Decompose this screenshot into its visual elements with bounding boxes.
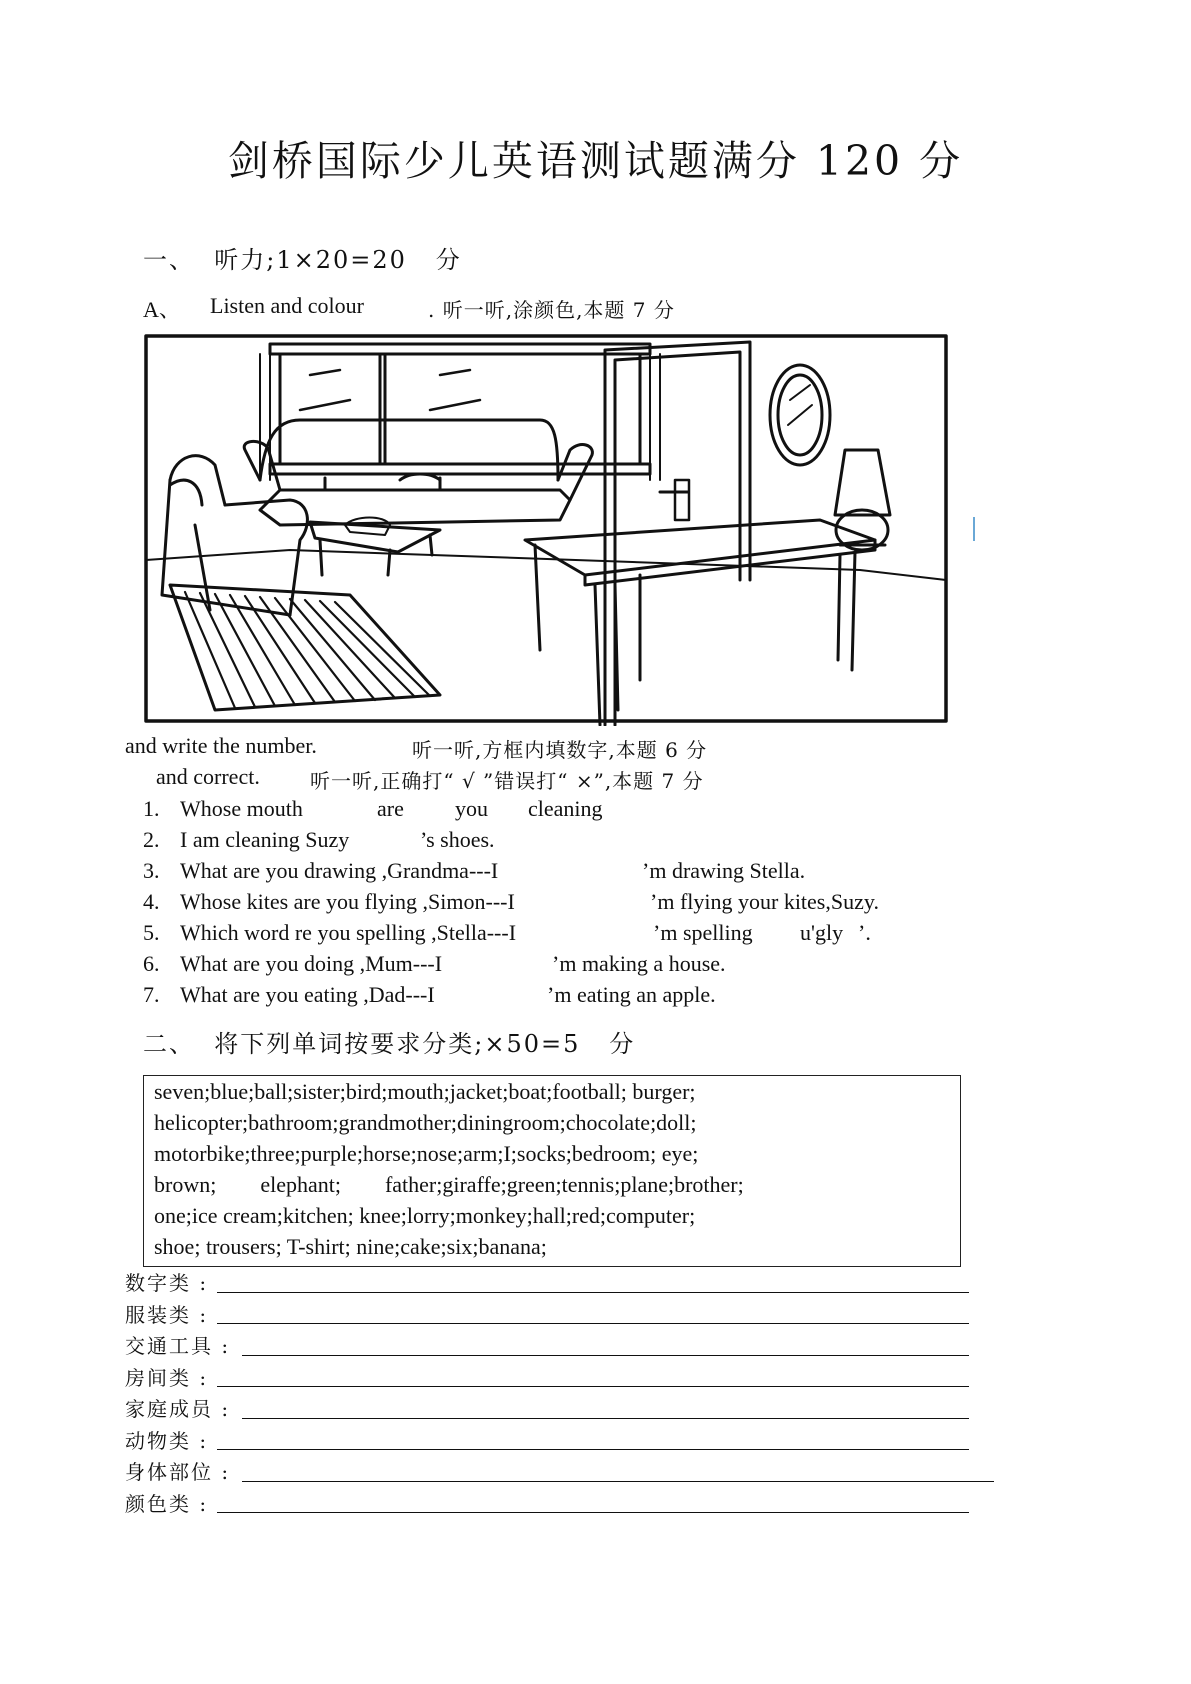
question-text: ’m eating an apple. [547, 982, 716, 1007]
word-line: one;ice cream;kitchen; knee;lorry;monkey;hall;red;computer; [154, 1203, 696, 1228]
question-text: Whose mouth [180, 796, 303, 821]
question-number: 4. [143, 889, 160, 914]
answer-line-colours[interactable] [217, 1512, 969, 1513]
category-label-rooms: 房间类 : [125, 1366, 209, 1390]
partB-english: and write the number. [125, 733, 317, 758]
category-label-colours: 颜色类 : [125, 1492, 209, 1516]
word-line: brown; elephant; father;giraffe;green;tennis;plane;brother; [154, 1172, 744, 1197]
category-label-numbers: 数字类 : [125, 1271, 209, 1295]
question-text: ’s shoes. [420, 827, 495, 852]
partA-english: Listen and colour [210, 293, 364, 318]
partC-english: and correct. [156, 764, 260, 789]
question-text: ’m spelling [653, 920, 753, 945]
question-text: are [377, 796, 404, 821]
category-label-transport: 交通工具 : [125, 1334, 231, 1358]
section2-heading: 二、 将下列单词按要求分类;×50=5 分 [143, 1030, 636, 1058]
answer-line-transport[interactable] [242, 1355, 969, 1356]
word-line: seven;blue;ball;sister;bird;mouth;jacket;boat;football; burger; [154, 1079, 696, 1104]
question-number: 1. [143, 796, 160, 821]
question-number: 5. [143, 920, 160, 945]
section1-heading: 一、 听力;1×20=20 分 [143, 246, 462, 274]
question-text: cleaning [528, 796, 603, 821]
question-text: Which word re you spelling ,Stella---I [180, 920, 517, 945]
partB-chinese: 听一听,方框内填数字,本题 6 分 [412, 738, 708, 762]
word-box [143, 1075, 961, 1267]
question-number: 3. [143, 858, 160, 883]
answer-line-body[interactable] [242, 1481, 994, 1482]
partA-label: A、 [143, 297, 181, 322]
question-text: ’m making a house. [552, 951, 726, 976]
category-label-family: 家庭成员 : [125, 1397, 231, 1421]
question-text: I am cleaning Suzy [180, 827, 350, 852]
page-title: 剑桥国际少儿英语测试题满分 120 分 [227, 137, 964, 185]
category-label-clothes: 服装类 : [125, 1303, 209, 1327]
word-line: helicopter;bathroom;grandmother;diningroom;chocolate;doll; [154, 1110, 697, 1135]
word-line: motorbike;three;purple;horse;nose;arm;I;socks;bedroom; eye; [154, 1141, 699, 1166]
question-number: 2. [143, 827, 160, 852]
living-room-illustration [140, 330, 952, 726]
question-text: ’. [858, 920, 871, 945]
question-number: 6. [143, 951, 160, 976]
answer-line-numbers[interactable] [217, 1292, 969, 1293]
question-text: ’m flying your kites,Suzy. [650, 889, 879, 914]
question-text: u'gly [800, 920, 844, 945]
partA-chinese: . 听一听,涂颜色,本题 7 分 [428, 298, 675, 322]
question-text: What are you drawing ,Grandma---I [180, 858, 499, 883]
category-label-animals: 动物类 : [125, 1429, 209, 1453]
partC-chinese: 听一听,正确打“ √ ”错误打“ ×”,本题 7 分 [310, 769, 704, 793]
question-text: Whose kites are you flying ,Simon---I [180, 889, 515, 914]
margin-mark [973, 517, 975, 541]
answer-line-clothes[interactable] [217, 1323, 969, 1324]
answer-line-family[interactable] [242, 1418, 969, 1419]
question-number: 7. [143, 982, 160, 1007]
answer-line-rooms[interactable] [217, 1386, 969, 1387]
question-text: ’m drawing Stella. [642, 858, 806, 883]
category-label-body: 身体部位 : [125, 1460, 231, 1484]
question-text: What are you eating ,Dad---I [180, 982, 435, 1007]
question-text: you [455, 796, 488, 821]
question-text: What are you doing ,Mum---I [180, 951, 443, 976]
word-line: shoe; trousers; T-shirt; nine;cake;six;banana; [154, 1234, 547, 1259]
answer-line-animals[interactable] [217, 1449, 969, 1450]
